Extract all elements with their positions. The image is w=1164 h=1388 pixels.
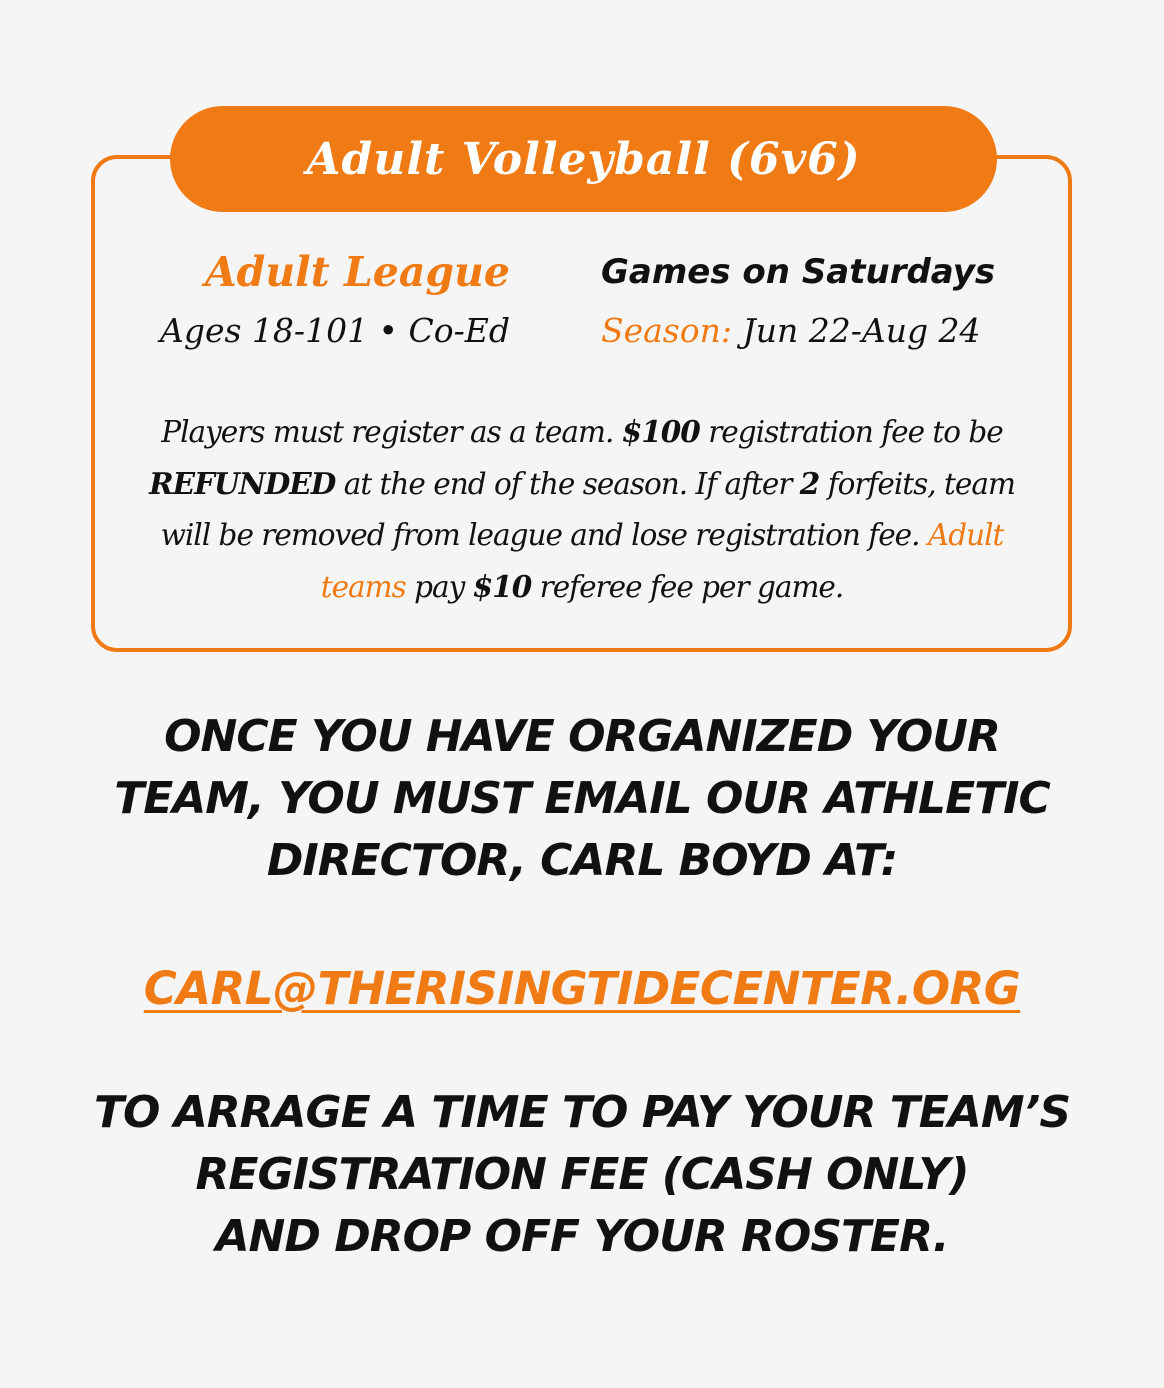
instruction-line: REGISTRATION FEE (CASH ONLY)	[195, 1149, 969, 1200]
season-line	[601, 310, 1041, 352]
league-description	[130, 406, 1034, 613]
desc-text-5: pay	[405, 570, 473, 604]
league-column	[90, 248, 510, 352]
email-instructions	[40, 706, 1124, 892]
desc-text-1: Players must register as a team.	[161, 415, 622, 449]
desc-text-4: forfeits, team will be removed from league and lose registration fee.	[160, 467, 1015, 552]
desc-text-6: referee fee per game.	[531, 570, 844, 604]
instruction-line: ONCE YOU HAVE ORGANIZED YOUR	[164, 711, 1000, 762]
instruction-line: AND DROP OFF YOUR ROSTER.	[215, 1211, 949, 1262]
adult-teams-highlight: Adult teams	[320, 518, 1004, 604]
desc-text-3: at the end of the season. If after	[335, 467, 800, 501]
registration-fee: $100	[621, 414, 700, 449]
schedule-column	[601, 248, 1041, 352]
page-title: Adult Volleyball (6v6)	[306, 133, 861, 185]
season-label: Season:	[601, 311, 732, 350]
instruction-line: TO ARRAGE A TIME TO PAY YOUR TEAM’S	[93, 1087, 1071, 1138]
desc-text-2: registration fee to be	[699, 415, 1003, 449]
forfeit-count: 2	[799, 466, 820, 501]
league-details: Ages 18-101 • Co-Ed	[160, 311, 510, 350]
instruction-line: DIRECTOR, CARL BOYD AT:	[266, 835, 898, 886]
instruction-line: TEAM, YOU MUST EMAIL OUR ATHLETIC	[114, 773, 1050, 824]
refunded-emphasis: REFUNDED	[149, 466, 336, 501]
league-heading: Adult League	[204, 248, 510, 296]
email-link[interactable]: CARL@THERISINGTIDECENTER.ORG	[143, 962, 1021, 1015]
referee-fee: $10	[472, 569, 532, 604]
title-banner	[170, 106, 997, 212]
season-dates: Jun 22-Aug 24	[732, 311, 981, 350]
games-heading: Games on Saturdays	[601, 252, 996, 292]
payment-instructions	[40, 1082, 1124, 1268]
